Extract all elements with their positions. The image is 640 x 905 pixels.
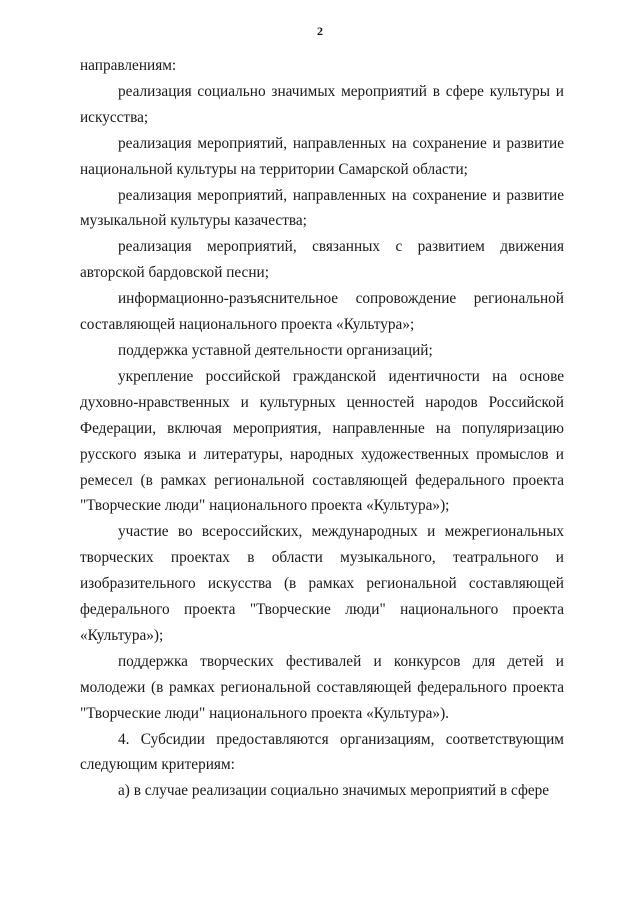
paragraph: направлениям: [80,57,177,74]
paragraph: реализация мероприятий, направленных на сохранение и развитие музыкальной культуры казачества; [80,186,564,230]
paragraph: поддержка творческих фестивалей и конкурсов для детей и молодежи (в рамках региональной составляющей федерального проекта "Творческие люди" национального проекта «Культура»). [80,652,564,722]
page-number: 2 [317,24,323,38]
paragraph: укрепление российской гражданской идентичности на основе духовно-нравственных и культурных ценностей народов Российской Федерации, включая мероприятия, направленные на популяризацию русского языка и литературы, народных художественных промыслов и ремесел (в рамках региональной составляющей федерального проекта "Творческие люди" национального проекта «Культура»); [80,367,564,515]
paragraph: информационно-разъяснительное сопровождение региональной составляющей национального проекта «Культура»; [80,290,564,334]
paragraph: реализация мероприятий, связанных с развитием движения авторской бардовской песни; [80,238,564,282]
paragraph: а) в случае реализации социально значимых мероприятий в сфере [118,782,550,800]
paragraph: реализация социально значимых мероприятий в сфере культуры и искусства; [80,82,564,126]
paragraph: участие во всероссийских, международных и межрегиональных творческих проектах в области музыкального, театрального и изобразительного искусства (в рамках региональной составляющей федерального проекта "Творческие люди" национального проекта «Культура»); [80,523,564,644]
document-body [80,53,564,804]
paragraph: реализация мероприятий, направленных на сохранение и развитие национальной культуры на территории Самарской области; [80,134,564,178]
paragraph: поддержка уставной деятельности организаций; [118,341,433,359]
paragraph: 4. Субсидии предоставляются организациям, соответствующим следующим критериям: [80,730,564,774]
